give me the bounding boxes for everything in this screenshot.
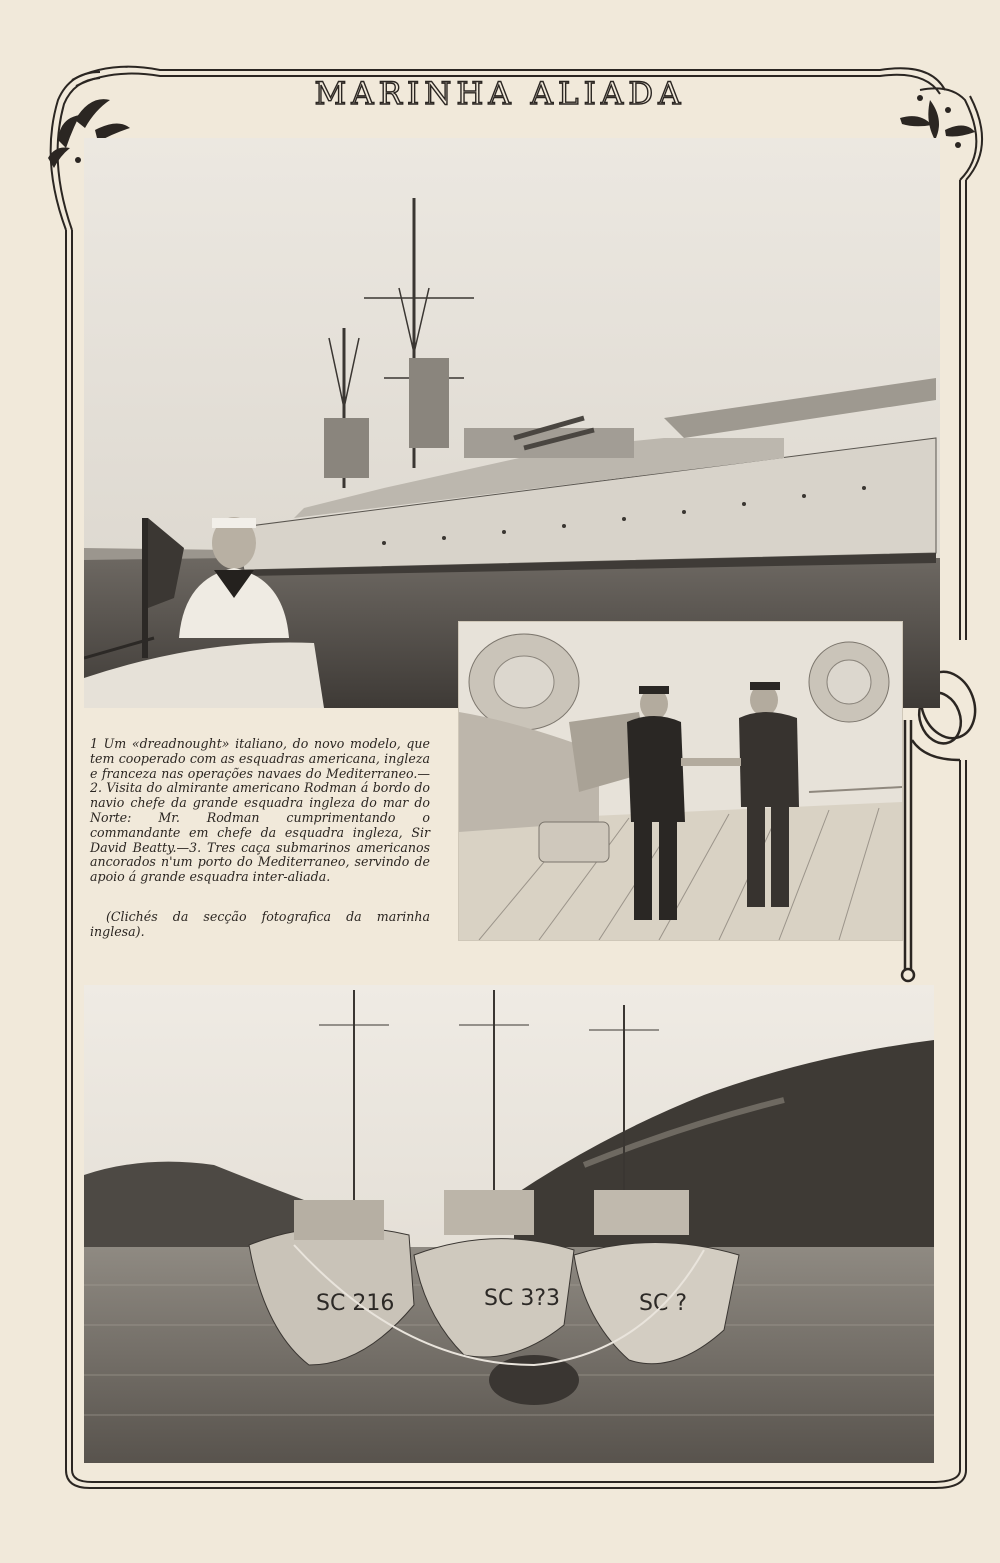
rope-knot-icon	[902, 664, 984, 981]
photo-submarine-chasers	[84, 985, 934, 1463]
hull-number-2: SC 3?3	[484, 1286, 560, 1311]
hull-number-3: SC ?	[639, 1291, 687, 1316]
photo-handshake	[458, 621, 903, 941]
hull-number-1: SC 216	[316, 1291, 395, 1316]
page-title: MARINHA ALIADA	[314, 76, 686, 112]
photo-caption: 1 Um «dreadnought» italiano, do novo modelo, que tem cooperado com as esquadras americana, ingleza e franceza nas operações navaes do Mediterraneo.—2. Visita do almirante americano Rodman á bordo do navio chefe da grande esquadra ingleza do mar do Norte: Mr. Rodman cumprimentando o commandante em chefe da esquadra ingleza, Sir David Beatty.—3. Tres caça submarinos americanos ancorados n'um porto do Mediterraneo, servindo de apoio á grande esquadra inter-aliada.	[90, 736, 430, 885]
photo-credits: (Clichés da secção fotografica da marinha inglesa).	[90, 909, 430, 939]
